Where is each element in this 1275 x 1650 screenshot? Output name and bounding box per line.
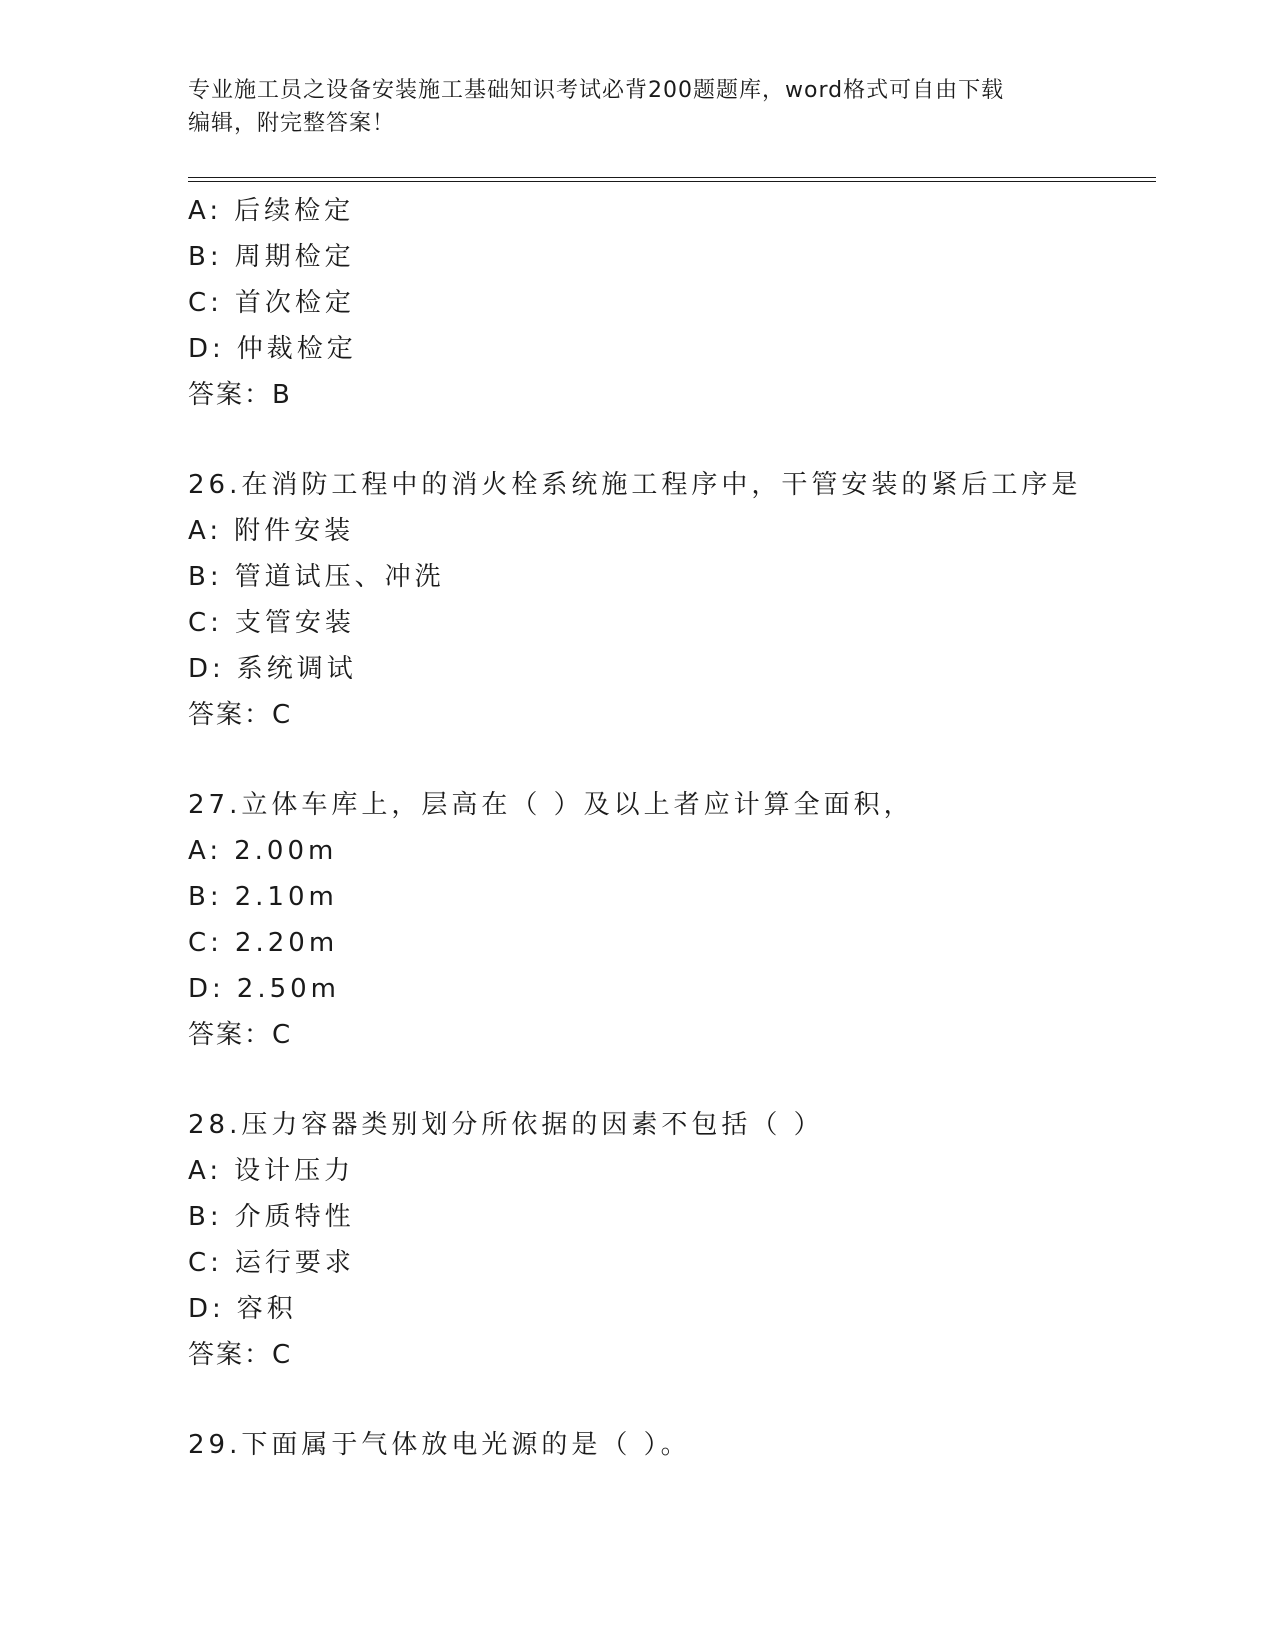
option-b: B: 2.10m [188,882,338,912]
question-block [188,462,1168,738]
question-block [188,782,1168,1058]
option-c: C: 运行要求 [188,1248,355,1278]
option-a: A: 2.00m [188,836,338,866]
option-b: B: 管道试压、冲洗 [188,562,445,592]
answer-line: 答案：C [188,1020,293,1050]
question-block [188,1102,1168,1378]
option-b: B: 介质特性 [188,1202,355,1232]
option-c: C: 首次检定 [188,288,355,318]
header-divider [188,177,1156,182]
question-block [188,188,1168,418]
option-a: A: 附件安装 [188,516,355,546]
option-c: C: 2.20m [188,928,339,958]
option-d: D: 2.50m [188,974,340,1004]
option-b: B: 周期检定 [188,242,355,272]
question-stem: 29.下面属于气体放电光源的是（ ）。 [188,1430,691,1460]
option-d: D: 系统调试 [188,654,357,684]
header-title-line-2: 编辑，附完整答案！ [188,111,396,136]
option-d: D: 容积 [188,1294,297,1324]
header-title-line-1: 专业施工员之设备安装施工基础知识考试必背200题题库，word格式可自由下载 [188,78,1005,103]
answer-line: 答案：C [188,1340,293,1370]
option-a: A: 后续检定 [188,196,355,226]
answer-line: 答案：B [188,380,292,410]
option-d: D: 仲裁检定 [188,334,357,364]
question-stem: 28.压力容器类别划分所依据的因素不包括（ ） [188,1110,824,1140]
option-a: A: 设计压力 [188,1156,355,1186]
option-c: C: 支管安装 [188,608,355,638]
answer-line: 答案：C [188,700,293,730]
document-header [188,74,1088,140]
question-block [188,1422,1168,1468]
question-stem: 27.立体车库上，层高在（ ）及以上者应计算全面积， [188,790,914,820]
question-stem: 26.在消防工程中的消火栓系统施工程序中，干管安装的紧后工序是 [188,470,1082,500]
question-list [188,188,1168,1468]
